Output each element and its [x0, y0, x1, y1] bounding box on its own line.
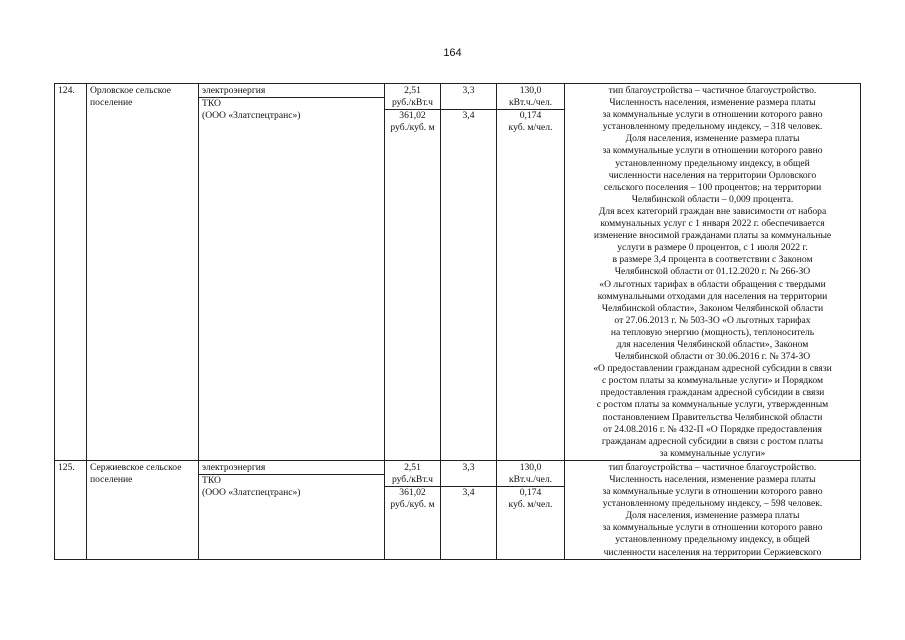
- price-value: 361,02: [399, 487, 426, 499]
- description-line: сельского поселения – 100 процентов; на территории: [603, 181, 822, 193]
- description-line: установленному предельному индексу, в общей: [615, 157, 810, 169]
- norm-value: 0,174: [519, 110, 542, 122]
- norm-unit: куб. м/чел.: [508, 122, 553, 134]
- description-line: Челябинской области от 01.12.2020 г. № 266-ЗО: [614, 266, 811, 278]
- page-number: 164: [443, 47, 462, 59]
- settlement-name: Сержиевское сельское поселение: [87, 460, 199, 559]
- service-name: электроэнергия: [202, 461, 266, 473]
- description-line: коммунальными отходами для населения на территории: [597, 290, 828, 302]
- description-line: постановлением Правительства Челябинской области: [602, 411, 823, 423]
- norm-block: [500, 462, 561, 486]
- description-line: гражданам адресной субсидии в связи с ростом платы: [601, 435, 824, 447]
- norm-unit: кВт.ч./чел.: [508, 97, 553, 109]
- index-cell: [441, 84, 497, 461]
- description-line: коммунальных услуг с 1 января 2022 г. обеспечивается: [600, 218, 825, 230]
- service-cell: [199, 84, 385, 461]
- index-block: [444, 85, 493, 109]
- price-value: 361,02: [399, 110, 426, 122]
- description-line: на тепловую энергию (мощность), теплоноситель: [610, 326, 815, 338]
- norm-unit: куб. м/чел.: [508, 499, 553, 511]
- description-line: Челябинской области», Законом Челябинской области: [601, 302, 824, 314]
- price-unit: руб./кВт.ч: [391, 97, 434, 109]
- description-line: за коммунальные услуги в отношении которого равно: [602, 145, 823, 157]
- description-line: Численность населения, изменение размера платы: [609, 97, 816, 109]
- table-row: [55, 460, 861, 559]
- tariff-table: [54, 83, 861, 560]
- description-line: за коммунальные услуги в отношении которого равно: [602, 109, 823, 121]
- index-spacer: [444, 499, 493, 511]
- description-line: от 24.08.2016 г. № 432-П «О Порядке предоставления: [603, 423, 822, 435]
- norm-cell: [497, 460, 565, 559]
- description-line: численности населения на территории Орловского: [608, 169, 817, 181]
- norm-unit: кВт.ч./чел.: [508, 474, 553, 485]
- price-unit: руб./куб. м: [390, 499, 435, 511]
- index-spacer: [444, 97, 493, 109]
- norm-value: 130,0: [519, 85, 542, 96]
- description-line: Доля населения, изменение размера платы: [625, 133, 800, 145]
- description-line: Численность населения, изменение размера платы: [609, 474, 816, 485]
- index-spacer: [444, 122, 493, 134]
- settlement-name: Орловское сельское поселение: [87, 84, 199, 461]
- description-line: от 27.06.2013 г. № 503-ЗО «О льготных тарифах: [614, 314, 811, 326]
- description-line: для населения Челябинской области», Законом: [616, 338, 809, 350]
- price-value: 2,51: [404, 85, 421, 96]
- description-line: услуги в размере 0 процентов, с 1 июля 2022 г.: [617, 242, 808, 254]
- description-line: предоставления гражданам адресной субсидии в связи: [600, 387, 825, 399]
- description-line: численности населения на территории Сержиевского: [603, 546, 822, 558]
- description-cell: [565, 84, 861, 461]
- description-line: тип благоустройства – частичное благоустройство.: [608, 461, 817, 473]
- description-line: Доля населения, изменение размера платы: [625, 510, 800, 522]
- description-line: Челябинской области – 0,009 процента.: [631, 193, 794, 205]
- index-spacer: [444, 474, 493, 486]
- index-value: 3,3: [462, 461, 475, 473]
- service-cell: [199, 460, 385, 559]
- table-row: [55, 84, 861, 461]
- index-block: [441, 109, 496, 134]
- service-name: ТКО: [202, 475, 221, 486]
- service-provider: (ООО «Златспецтранс»): [202, 487, 301, 499]
- norm-cell: [497, 84, 565, 461]
- price-block: [385, 486, 440, 511]
- service-block: [202, 85, 381, 97]
- norm-block: [497, 486, 564, 511]
- price-value: 2,51: [404, 461, 421, 473]
- description-line: в размере 3,4 процента в соответствии с Законом: [612, 254, 813, 266]
- description-line: изменение вносимой гражданами платы за коммунальные: [593, 230, 832, 242]
- price-unit: руб./кВт.ч: [391, 474, 434, 485]
- row-number: 124.: [55, 84, 87, 461]
- table-body: [55, 84, 861, 560]
- service-block: [202, 462, 381, 474]
- description-line: установленному предельному индексу, в общей: [615, 534, 810, 546]
- description-line: установленному предельному индексу, – 598 человек.: [602, 498, 823, 510]
- index-value: 3,4: [462, 487, 475, 499]
- description-line: за коммунальные услуги в отношении которого равно: [602, 486, 823, 498]
- price-cell: [385, 84, 441, 461]
- price-unit: руб./куб. м: [390, 122, 435, 134]
- norm-value: 130,0: [519, 461, 542, 473]
- description-line: «О льготных тарифах в области обращения с твердыми: [599, 278, 826, 290]
- description-cell: [565, 460, 861, 559]
- service-block: [199, 474, 384, 499]
- service-block: [199, 97, 384, 122]
- service-name: электроэнергия: [202, 85, 266, 96]
- index-block: [444, 462, 493, 486]
- index-block: [441, 486, 496, 511]
- description-line: тип благоустройства – частичное благоустройство.: [608, 85, 817, 96]
- description-line: «О предоставлении гражданам адресной субсидии в связи: [593, 363, 832, 375]
- index-value: 3,4: [462, 110, 475, 122]
- price-cell: [385, 460, 441, 559]
- price-block: [388, 85, 437, 109]
- description-line: с ростом платы за коммунальные услуги, утвержденным: [596, 399, 829, 411]
- description-line: с ростом платы за коммунальные услуги» и Порядком: [601, 375, 824, 387]
- description-line: за коммунальные услуги в отношении которого равно: [602, 522, 823, 534]
- norm-block: [497, 109, 564, 134]
- description-line: Для всех категорий граждан вне зависимости от набора: [598, 205, 827, 217]
- service-provider: (ООО «Златспецтранс»): [202, 110, 301, 122]
- price-block: [385, 109, 440, 134]
- description-line: установленному предельному индексу, – 318 человек.: [602, 121, 823, 133]
- description-line: за коммунальные услуги»: [659, 447, 766, 459]
- index-cell: [441, 460, 497, 559]
- index-value: 3,3: [462, 85, 475, 96]
- service-name: ТКО: [202, 98, 221, 110]
- row-number: 125.: [55, 460, 87, 559]
- norm-block: [500, 85, 561, 109]
- norm-value: 0,174: [519, 487, 542, 499]
- price-block: [388, 462, 437, 486]
- description-line: Челябинской области от 30.06.2016 г. № 374-ЗО: [614, 351, 811, 363]
